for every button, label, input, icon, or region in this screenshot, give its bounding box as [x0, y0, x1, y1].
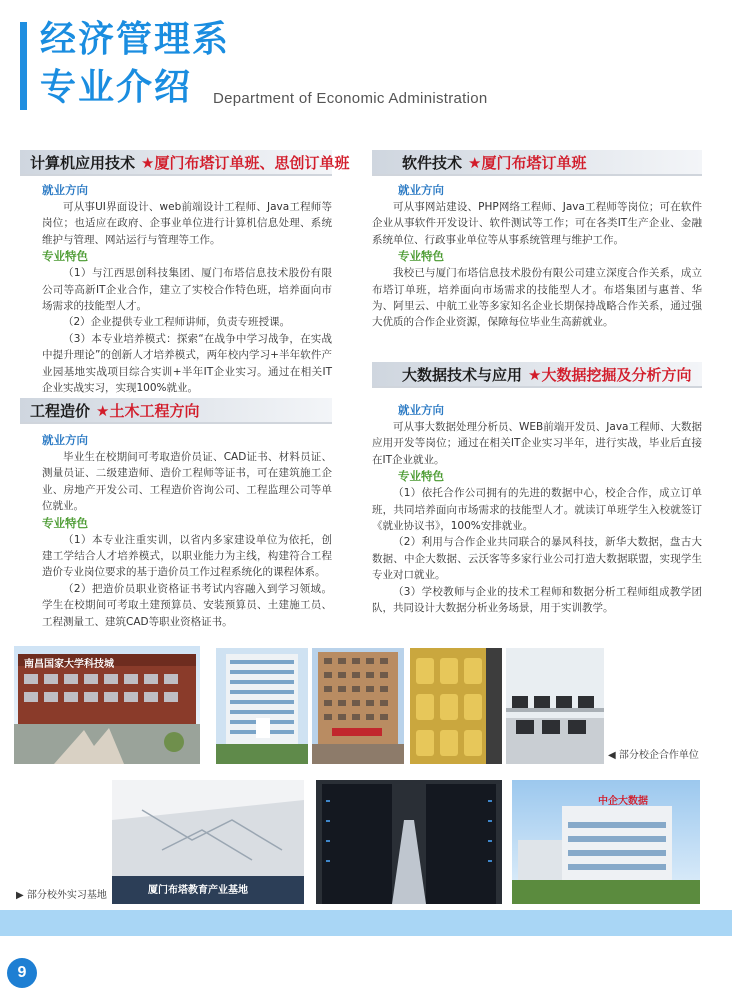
section-header-cost [20, 398, 332, 424]
feature-item: （2）利用与合作企业共同联合的暴风科技，新华大数据，盘古大数据、中企大数据、云沃客等多家行业公司打造大数据联盟，实现学生专业对口就业。 [372, 536, 702, 582]
section-body-computer [42, 182, 332, 396]
feature-item: 我校已与厦门布塔信息技术股份有限公司建立深度合作关系，成立布塔订单班，培养面向市场需求的技能型人才。布塔集团与惠普、华为、阿里云、中航工业等多家知名企业长期保持战略合作关系，通过强大优质的合作企业资源，保障每位毕业生高薪就业。 [372, 267, 702, 329]
section-name: 工程造价 [30, 401, 91, 420]
feature-item: （2）企业提供专业工程师讲师，负责专班授课。 [63, 316, 291, 329]
job-direction-text: 可从事UI界面设计、web前端设计工程师、Java工程师等岗位；也适应在政府、企事业单位进行计算机信息处理、系统维护与管理、网站运行与管理等工作。 [42, 201, 332, 246]
section-subtitle: ★厦门布塔订单班 [468, 153, 587, 172]
photo-server-room [316, 780, 502, 904]
feature-title: 专业特色 [398, 249, 444, 264]
job-direction-title: 就业方向 [398, 403, 444, 417]
footer-band [0, 910, 732, 936]
photo-computer-lab [506, 648, 604, 764]
feature-item: （1）依托合作公司拥有的先进的数据中心，校企合作，成立订单班，共同培养面向市场需求的技能型人才。就读订单班学生入校就签订《就业协议书》，100%安排就业。 [372, 487, 702, 533]
job-direction-title: 就业方向 [42, 183, 88, 197]
photo-high-rise [312, 648, 404, 764]
feature-title: 专业特色 [42, 249, 88, 264]
job-direction-text: 可从事网站建设、PHP网络工程师、Java工程师等岗位；可在软件企业从事软件开发设计、软件测试等工作；可在各类IT生产企业、金融系统单位、行政事业单位等从事系统管理与维护工作。 [372, 201, 702, 246]
title-accent-bar [20, 22, 27, 110]
job-direction-title: 就业方向 [398, 183, 444, 197]
page-title: 经济管理系 [40, 19, 231, 60]
feature-title: 专业特色 [398, 469, 444, 484]
feature-item: （3）本专业培养模式：探索“在战争中学习战争，在实战中提升理论”的创新人才培养模式，两年校内学习+半年软件产业园基地实战项目综合实训+半年IT企业实习。通过在相关IT企业实战实习，实现100%就业。 [42, 332, 332, 395]
photo-data-center-building [512, 780, 700, 904]
page-number: 9 [7, 958, 37, 988]
section-body-cost [42, 432, 332, 630]
photo-survey-instruments [410, 648, 502, 764]
section-name: 软件技术 [402, 153, 463, 172]
page-title-english: Department of Economic Administration [213, 90, 488, 107]
caption-internship-bases: ▶ 部分校外实习基地 [16, 890, 107, 901]
datacenter-sign-text: 中企大数据 [598, 796, 648, 807]
section-name: 计算机应用技术 [30, 153, 136, 172]
photo-office-tower [216, 648, 308, 764]
section-subtitle: ★大数据挖掘及分析方向 [528, 365, 692, 384]
job-direction-title: 就业方向 [42, 433, 88, 447]
section-header-software [372, 150, 702, 176]
section-header-computer [20, 150, 350, 176]
sign-text: 南昌国家大学科技城 [24, 659, 114, 670]
feature-item: （2）把造价员职业资格证书考试内容融入到学习领域。学生在校期间可考取土建预算员、安装预算员、土建施工员、工程测量工、建筑CAD等职业资格证书。 [42, 582, 332, 628]
feature-title: 专业特色 [42, 515, 88, 530]
feature-item: （1）与江西思创科技集团、厦门布塔信息技术股份有限公司等高新IT企业合作，建立了实校合作特色班，培养面向市场需求的技能型人才。 [42, 267, 332, 313]
section-body-bigdata [372, 402, 702, 616]
base-sign-text: 厦门布塔教育产业基地 [148, 885, 248, 896]
section-name: 大数据技术与应用 [402, 365, 523, 384]
section-body-software [372, 182, 702, 331]
job-direction-text: 毕业生在校期间可考取造价员证、CAD证书、材料员证、测量员证、二级建造师、造价工程师等证书，可在建筑施工企业、房地产开发公司、工程造价咨询公司、工程监理公司等单位就业。 [42, 451, 332, 513]
section-subtitle: ★土木工程方向 [96, 401, 200, 420]
feature-item: （3）学校教师与企业的技术工程师和数据分析工程师组成教学团队，共同设计大数据分析业务场景，用于实训教学。 [372, 585, 702, 615]
section-header-bigdata [372, 362, 702, 388]
job-direction-text: 可从事大数据处理分析员、WEB前端开发员、Java工程师、大数据应用开发等岗位；通过在相关IT企业实习半年，进行实战，毕业后直接在IT企业就业。 [372, 421, 702, 466]
section-subtitle: ★厦门布塔订单班、思创订单班 [141, 153, 350, 172]
feature-item: （1）本专业注重实训，以省内多家建设单位为依托，创建工学结合人才培养模式，以职业能力为主线，构建符合工程造价专业岗位要求的基于造价员工作过程系统化的课程体系。 [42, 533, 332, 579]
page-title-second-line: 专业介绍 [40, 67, 193, 108]
photo-industry-base [112, 780, 304, 904]
photo-science-city [14, 646, 200, 764]
caption-partner-units: ◀ 部分校企合作单位 [608, 750, 699, 761]
